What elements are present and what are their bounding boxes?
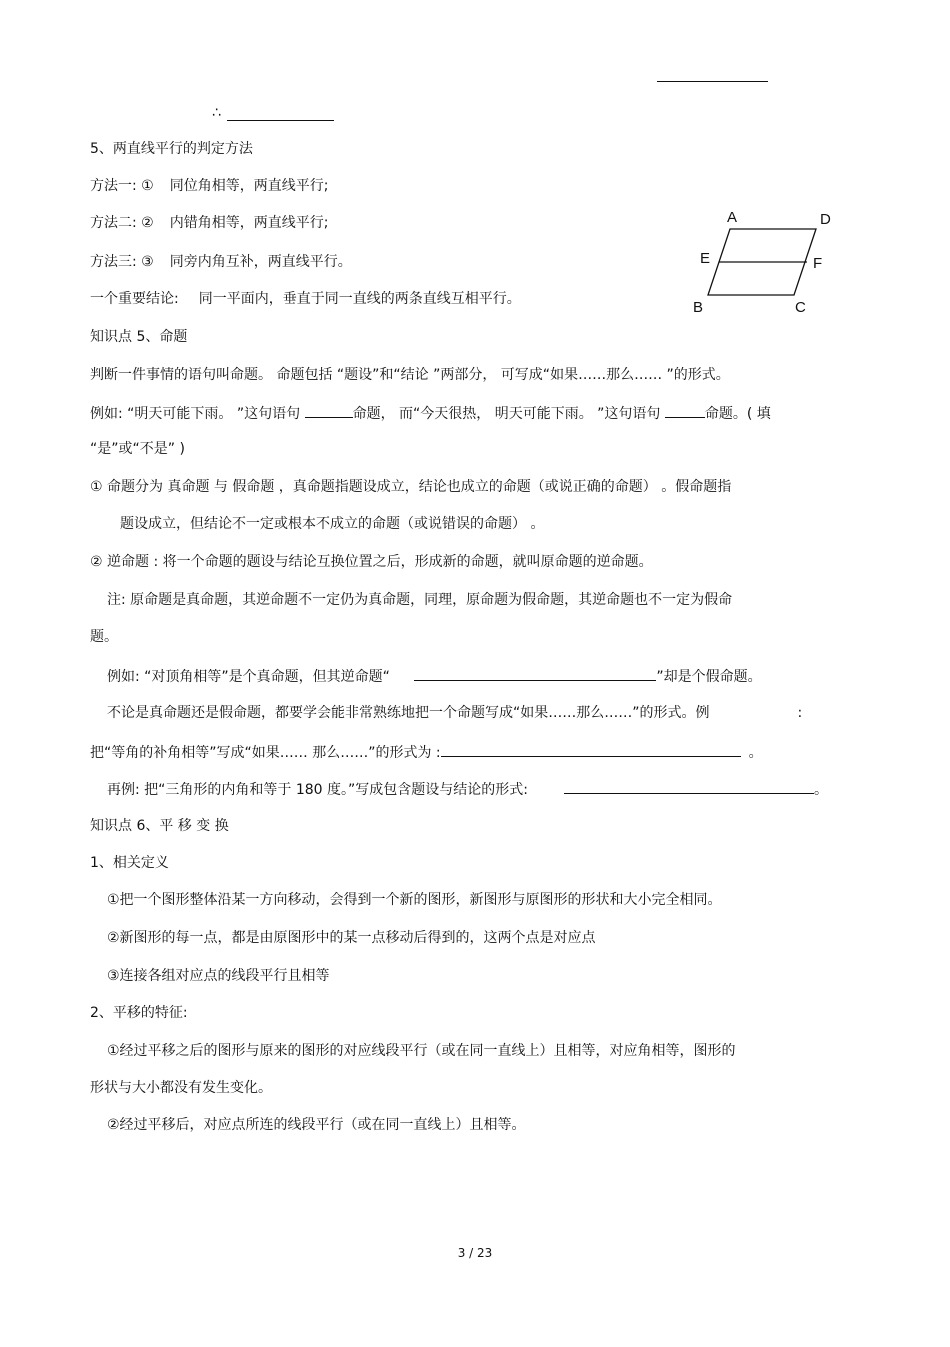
kp6-definition-2: ②新图形的每一点，都是由原图形中的某一点移动后得到的，这两个点是对应点 <box>107 930 596 946</box>
answer-blank-triangle[interactable] <box>564 779 814 794</box>
kp5-point-1b: 题设成立，但结论不一定或根本不成立的命题（或说错误的命题） 。 <box>120 516 545 532</box>
kp6-definition-3: ③连接各组对应点的线段平行且相等 <box>107 968 330 984</box>
vertex-label-c: C <box>795 299 806 316</box>
kp5-note-b: 题。 <box>90 629 118 645</box>
method-2-text: 内错角相等，两直线平行; <box>169 215 329 231</box>
method-2 <box>90 214 328 232</box>
conclusion-text: 同一平面内，垂直于同一直线的两条直线互相平行。 <box>198 291 521 307</box>
point-label-f: F <box>813 255 823 272</box>
another-example-period: 。 <box>814 782 829 798</box>
answer-blank-1[interactable] <box>305 403 353 418</box>
answer-blank-therefore[interactable] <box>227 120 334 121</box>
kp6-feature-1a: ①经过平移之后的图形与原来的图形的对应线段平行（或在同一直线上）且相等，对应角相等，图形的 <box>107 1043 736 1059</box>
method-3 <box>90 253 352 271</box>
kp5-conversion <box>90 742 763 762</box>
any-proposition-text: 不论是真命题还是假命题，都要学会能非常熟练地把一个命题写成“如果……那么……”的形式。例 <box>107 705 710 721</box>
kp5-point-2: ② 逆命题 : 将一个命题的题设与结论互换位置之后，形成新的命题，就叫原命题的逆命题。 <box>90 554 653 570</box>
kp5-title: 知识点 5、命题 <box>90 329 188 345</box>
any-proposition-colon: : <box>797 705 803 721</box>
kp5-note-a: 注: 原命题是真命题，其逆命题不一定仍为真命题，同理，原命题为假命题，其逆命题也不一定为假命 <box>107 592 733 608</box>
example-2-text-b: ”却是个假命题。 <box>656 669 762 685</box>
answer-blank-2[interactable] <box>665 403 705 418</box>
kp6-definition-1: ①把一个图形整体沿某一方向移动，会得到一个新的图形，新图形与原图形的形状和大小完全相同。 <box>107 892 722 908</box>
conclusion-label: 一个重要结论: <box>90 291 179 307</box>
kp6-section-2: 2、平移的特征: <box>90 1005 188 1021</box>
kp5-any-proposition <box>107 704 802 722</box>
conversion-period: 。 <box>748 745 763 761</box>
section-5-title: 5、两直线平行的判定方法 <box>90 141 253 157</box>
example-text-a: 例如: “明天可能下雨。 ”这句语句 <box>90 406 301 422</box>
kp5-point-1a: ① 命题分为 真命题 与 假命题 ，真命题指题设成立，结论也成立的命题（或说正确的命题） 。假命题指 <box>90 479 732 495</box>
vertex-label-a: A <box>727 209 738 226</box>
vertex-label-d: D <box>820 211 831 228</box>
example-text-c: 命题。( 填 <box>704 406 771 422</box>
page-number: 3 / 23 <box>457 1246 493 1260</box>
therefore-symbol: ∴ <box>212 105 221 121</box>
method-1-label: 方法一: ① <box>90 178 154 194</box>
kp5-example <box>90 403 771 423</box>
method-3-text: 同旁内角互补，两直线平行。 <box>169 254 352 270</box>
kp6-feature-1b: 形状与大小都没有发生变化。 <box>90 1080 272 1096</box>
answer-blank-converse[interactable] <box>414 666 656 681</box>
kp5-another-example <box>107 779 828 799</box>
method-3-label: 方法三: ③ <box>90 254 154 270</box>
kp6-title: 知识点 6、平 移 变 换 <box>90 818 229 834</box>
kp5-example-hint: “是”或“不是” ) <box>90 441 185 457</box>
parallel-lines-figure <box>688 205 838 320</box>
kp6-feature-2: ②经过平移后，对应点所连的线段平行（或在同一直线上）且相等。 <box>107 1117 526 1133</box>
important-conclusion <box>90 290 521 308</box>
point-label-e: E <box>700 250 711 267</box>
example-2-text-a: 例如: “对顶角相等”是个真命题，但其逆命题“ <box>107 669 390 685</box>
method-1 <box>90 177 328 195</box>
answer-blank-top[interactable] <box>657 81 768 82</box>
answer-blank-conversion[interactable] <box>441 742 741 757</box>
method-2-label: 方法二: ② <box>90 215 154 231</box>
therefore-line <box>212 104 221 122</box>
conversion-text: 把“等角的补角相等”写成“如果…… 那么……”的形式为 : <box>90 745 441 761</box>
method-1-text: 同位角相等，两直线平行; <box>169 178 329 194</box>
vertex-label-b: B <box>693 299 704 316</box>
kp6-section-1: 1、相关定义 <box>90 855 169 871</box>
kp5-example-2 <box>107 666 762 686</box>
another-example-text: 再例: 把“三角形的内角和等于 180 度。”写成包含题设与结论的形式: <box>107 782 529 798</box>
example-text-b: 命题， 而“今天很热， 明天可能下雨。 ”这句语句 <box>352 406 661 422</box>
kp5-definition: 判断一件事情的语句叫命题。 命题包括 “题设”和“结论 ”两部分， 可写成“如果……那么…… ”的形式。 <box>90 367 730 383</box>
